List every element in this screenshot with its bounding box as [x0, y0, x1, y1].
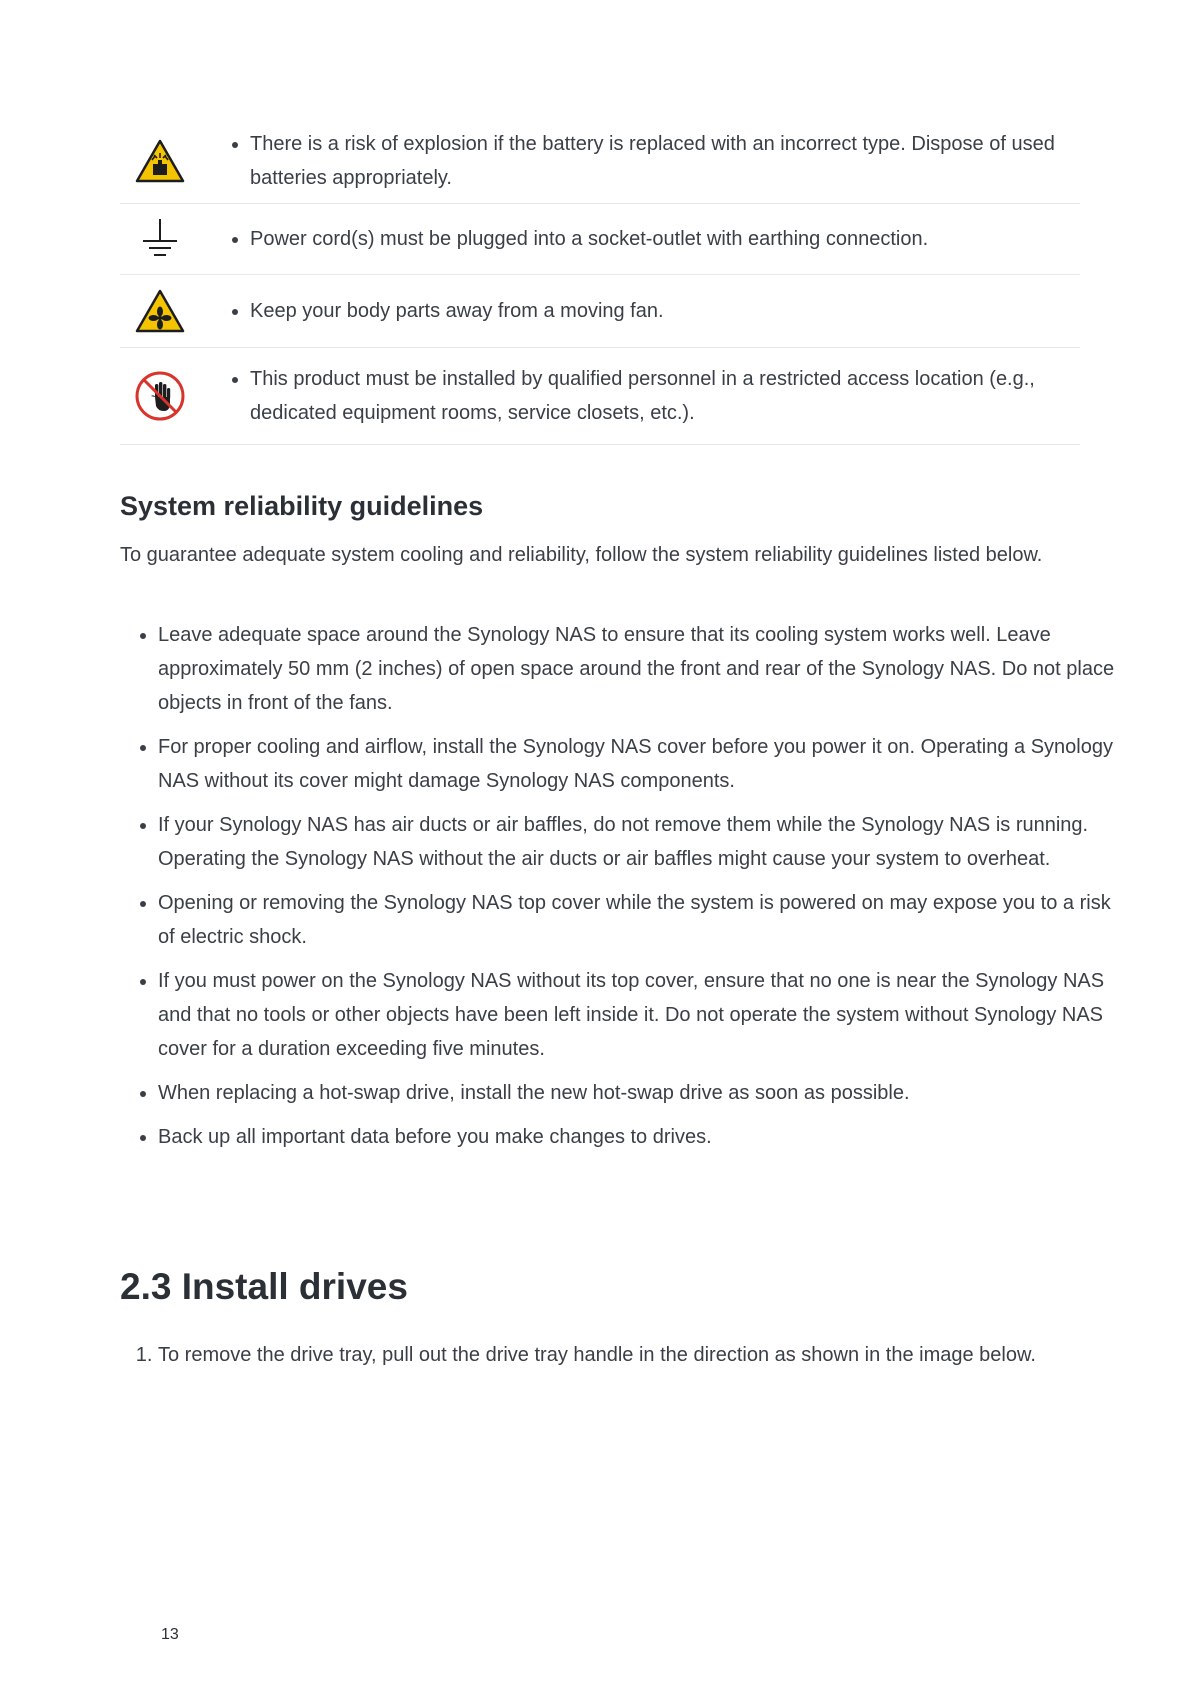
list-item: • Opening or removing the Synology NAS top cover while the system is powered on may expose you to a risk of electric shock. — [158, 886, 1118, 954]
reliability-intro: To guarantee adequate system cooling and reliability, follow the system reliability guidelines listed below. — [120, 544, 1043, 566]
safety-text: • Keep your body parts away from a moving fan. — [250, 294, 1080, 328]
safety-row — [120, 348, 1080, 445]
safety-row — [120, 204, 1080, 275]
list-item: • If your Synology NAS has air ducts or air baffles, do not remove them while the Synology NAS is running. Operating the Synology NAS without the air ducts or air baffles might cause your system to overheat. — [158, 808, 1118, 876]
safety-row — [120, 118, 1080, 204]
safety-row — [120, 275, 1080, 348]
page-number: 13 — [161, 1626, 179, 1643]
list-item: • If you must power on the Synology NAS without its top cover, ensure that no one is near the Synology NAS and that no tools or other objects have been left inside it. Do not operate the system without Synology NAS cover for a duration exceeding five minutes. — [158, 964, 1118, 1066]
reliability-list — [120, 618, 1118, 1164]
list-item: • When replacing a hot-swap drive, install the new hot-swap drive as soon as possible. — [158, 1076, 1118, 1110]
safety-text: • This product must be installed by qualified personnel in a restricted access location (e.g., dedicated equipment rooms, service closets, etc.). — [250, 362, 1080, 430]
earth-ground-icon — [120, 217, 200, 261]
section-title: 2.3 Install drives — [120, 1266, 408, 1307]
page-content — [120, 118, 1115, 1366]
list-item: • Leave adequate space around the Synology NAS to ensure that its cooling system works well. Leave approximately 50 mm (2 inches) of open space around the front and rear of the Synology NAS. Do not place objects in front of the fans. — [158, 618, 1118, 720]
reliability-heading: System reliability guidelines — [120, 491, 484, 521]
list-item: • Back up all important data before you make changes to drives. — [158, 1120, 1118, 1154]
explosion-warning-icon — [120, 138, 200, 184]
safety-notice-table — [120, 118, 1080, 445]
safety-text: • Power cord(s) must be plugged into a socket-outlet with earthing connection. — [250, 222, 1080, 256]
step-item: 1. To remove the drive tray, pull out the drive tray handle in the direction as shown in the image below. — [158, 1338, 1118, 1372]
list-item: • For proper cooling and airflow, install the Synology NAS cover before you power it on. Operating a Synology NAS without its cover might damage Synology NAS components. — [158, 730, 1118, 798]
safety-text: • There is a risk of explosion if the battery is replaced with an incorrect type. Dispose of used batteries appropriately. — [250, 127, 1080, 195]
restricted-access-icon — [120, 370, 200, 422]
install-steps — [120, 1338, 1118, 1372]
fan-warning-icon — [120, 288, 200, 334]
